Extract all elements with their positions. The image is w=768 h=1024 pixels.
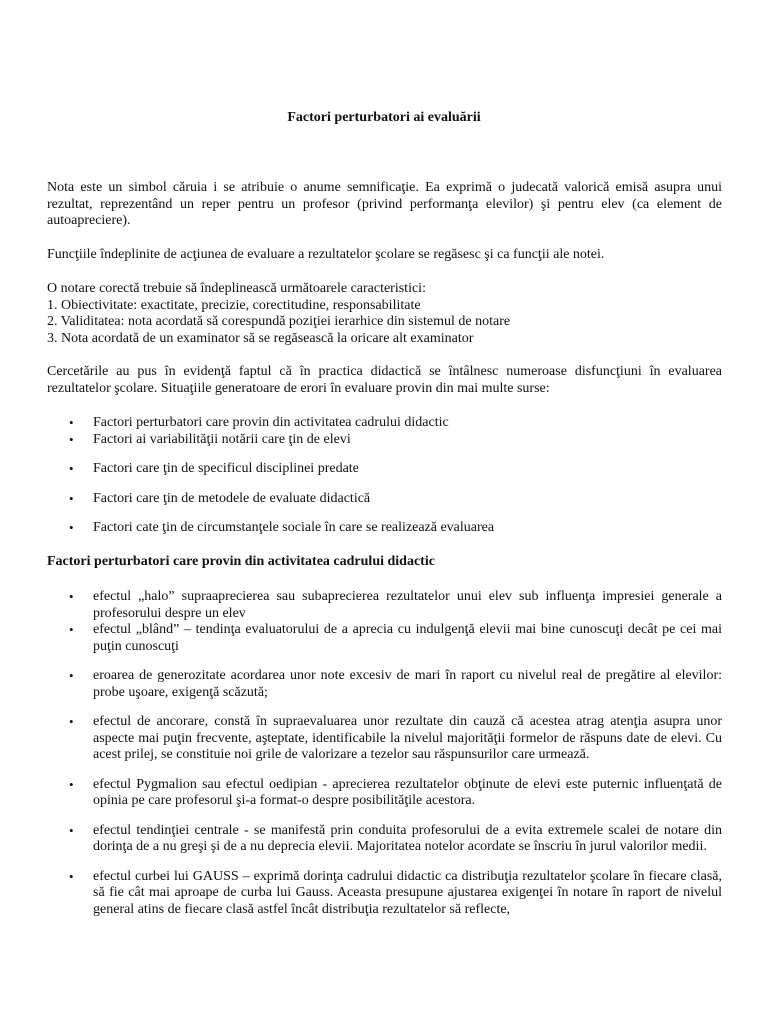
bullet-icon: • [69,431,74,447]
functions-paragraph: Funcţiile îndeplinite de acţiunea de evaluare a rezultatelor şcolare se regăsesc şi ca funcţii ale notei. [47,247,605,262]
effects-list [47,589,722,918]
list-item: • Factori cate ţin de circumstanţele sociale în care se realizează evaluarea [69,520,495,535]
list-item: • Factori care ţin de metodele de evaluate didactică [69,490,371,506]
bullet-icon: • [69,622,74,637]
sources-list [47,415,722,537]
section-heading: Factori perturbatori care provin din activitatea cadrului didactic [47,554,435,569]
list-item: • efectul „halo” supraaprecierea sau subaprecierea rezultatelor unui elev sub influenţa impresiei generale a profesorului despre un elev [69,589,722,621]
document-title: Factori perturbatori ai evaluării [287,110,481,125]
bullet-icon: • [69,668,74,683]
list-item: • eroarea de generozitate acordarea unor note excesiv de mari în raport cu nivelul real de pregătire al elevilor: probe uşoare, exigenţă scăzută; [69,668,722,700]
research-paragraph: Cercetările au pus în evidenţă faptul că în practica didactică se întâlnesc numeroase disfuncţiuni în evaluarea rezultatelor şcolare. Situaţiile generatoare de erori în evaluare provin din mai multe surse: [47,364,722,396]
bullet-icon: • [69,776,74,792]
list-item: • Factori care ţin de specificul disciplinei predate [69,461,359,476]
characteristic-item: 3. Nota acordată de un examinator să se regăsească la oricare alt examinator [47,330,474,346]
bullet-icon: • [69,415,74,430]
list-item: • Factori ai variabilităţii notării care ţin de elevi [69,431,351,447]
bullet-icon: • [69,714,74,729]
characteristics-block [47,281,722,347]
bullet-icon: • [69,822,74,838]
list-item: • Factori perturbatori care provin din activitatea cadrului didactic [69,415,449,430]
list-item: • efectul curbei lui GAUSS – exprimă dorinţa cadrului didactic ca distribuţia rezultatelor şcolare în fiecare clasă, să fie cât mai aproape de curba lui Gauss. Aceasta presupune ajustarea exigenţei în notare în raport de nivelul general atins de fiecare clasă astfel încât distribuţia rezultatelor să reflecte, [69,868,722,917]
list-item: • efectul Pygmalion sau efectul oedipian - aprecierea rezultatelor obţinute de elevi este puternic influenţată de opinia pe care profesorul şi-a format-o despre posibilităţile acestora. [69,776,722,808]
characteristic-item: 1. Obiectivitate: exactitate, precizie, corectitudine, responsabilitate [47,297,421,313]
characteristic-item: 2. Validitatea: nota acordată să corespundă poziţiei ierarhice din sistemul de notare [47,314,511,329]
list-item: • efectul de ancorare, constă în supraevaluarea unor rezultate din cauză că acestea atrag atenţia asupra unor aspecte mai puţin frecvente, aşteptate, identificabile la nivelul majorităţii formelor de răspuns date de elevi. Cu acest prilej, se constituie noi grile de valorizare a tezelor sau răspunsurilor care urmează. [69,714,722,762]
characteristics-lead: O notare corectă trebuie să îndeplinească următoarele caracteristici: [47,281,426,296]
bullet-icon: • [69,868,74,884]
intro-paragraph: Nota este un simbol căruia i se atribuie o anume semnificaţie. Ea exprimă o judecată valorică emisă asupra unui rezultat, reprezentând un reper pentru un profesor (privind performanţa elevilor) şi pentru elev (ca element de autoapreciere). [47,180,722,228]
list-item: • efectul tendinţiei centrale - se manifestă prin conduita profesorului de a evita extremele scalei de notare din dorinţa de a nu greşi şi de a nu deprecia elevii. Majoritatea notelor acordate se înscriu în jurul valorilor medii. [69,822,722,854]
bullet-icon: • [69,490,74,506]
bullet-icon: • [69,520,74,535]
bullet-icon: • [69,461,74,476]
bullet-icon: • [69,589,74,604]
list-item: • efectul „blând” – tendinţa evaluatorului de a aprecia cu indulgenţă elevii mai bine cunoscuţi decât pe cei mai puţin cunoscuţi [69,622,722,654]
